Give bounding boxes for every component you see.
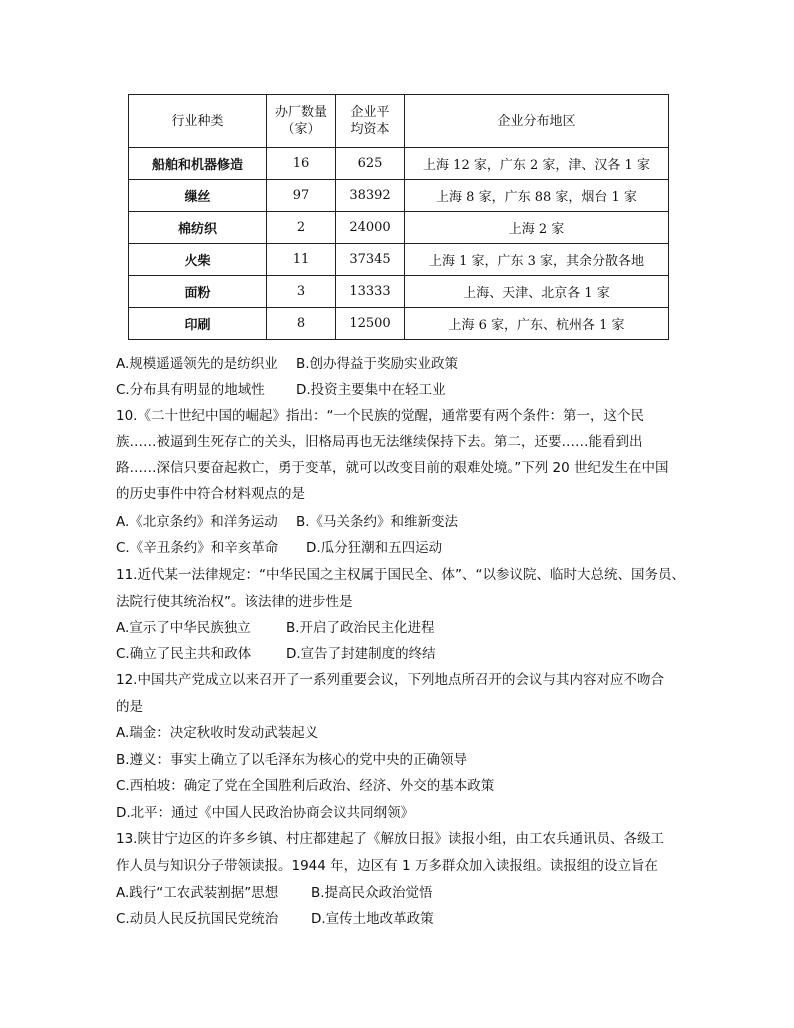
- header-line: 均资本: [350, 122, 390, 137]
- cell-capital: 24000: [336, 212, 405, 244]
- q9-options-row-1: [116, 355, 458, 373]
- cell-distribution: 上海 2 家: [405, 212, 669, 244]
- q13-stem-line: 作人员与知识分子带领读报。1944 年，边区有 1 万多群众加入读报组。读报组的设立旨在: [116, 858, 658, 874]
- q10-option-c[interactable]: C.《辛丑条约》和辛亥革命: [116, 540, 279, 556]
- q12-stem-line: 的是: [116, 699, 143, 715]
- q13-option-d[interactable]: D.宣传土地改革政策: [311, 911, 434, 927]
- cell-distribution: 上海 6 家，广东、杭州各 1 家: [405, 308, 669, 340]
- q10-stem-line: 路……深信只要奋起救亡，勇于变革，就可以改变目前的艰难处境。”下列 20 世纪发生在中国: [116, 460, 669, 476]
- q13-options-row-1: [116, 884, 433, 902]
- q12-option-d[interactable]: D.北平：通过《中国人民政治协商会议共同纲领》: [116, 805, 415, 821]
- cell-capital: 37345: [336, 244, 405, 276]
- industry-table: [128, 94, 669, 340]
- cell-capital: 38392: [336, 180, 405, 212]
- q13-option-b[interactable]: B.提高民众政治觉悟: [311, 885, 433, 901]
- table-header-row: [129, 95, 669, 148]
- table-row: [129, 212, 669, 244]
- q9-options-row-2: [116, 381, 446, 399]
- cell-distribution: 上海 8 家，广东 88 家，烟台 1 家: [405, 180, 669, 212]
- q9-option-a[interactable]: A.规模遥遥领先的是纺织业: [116, 356, 278, 372]
- cell-industry: 印刷: [129, 308, 267, 340]
- q13-stem-line: 13.陕甘宁边区的许多乡镇、村庄都建起了《解放日报》读报小组，由工农兵通讯员、各级工: [116, 831, 664, 847]
- q10-options-row-1: [116, 513, 458, 531]
- q13-option-a[interactable]: A.践行“工农武装割据”思想: [116, 885, 279, 901]
- table-row: [129, 148, 669, 180]
- q10-option-b[interactable]: B.《马关条约》和维新变法: [296, 514, 459, 530]
- q11-option-d[interactable]: D.宣告了封建制度的终结: [286, 646, 436, 662]
- header-line: 企业平: [350, 105, 390, 120]
- cell-distribution: 上海 1 家，广东 3 家，其余分散各地: [405, 244, 669, 276]
- header-factory-count: [267, 95, 336, 148]
- q9-option-b[interactable]: B.创办得益于奖励实业政策: [296, 356, 459, 372]
- q11-stem-line: 法院行使其统治权”。该法律的进步性是: [116, 594, 353, 610]
- cell-count: 97: [267, 180, 336, 212]
- q12-option-a[interactable]: A.瑞金：决定秋收时发动武装起义: [116, 725, 319, 741]
- header-average-capital: [336, 95, 405, 148]
- q12-option-b[interactable]: B.遵义：事实上确立了以毛泽东为核心的党中央的正确领导: [116, 752, 468, 768]
- q10-stem-line: 族……被逼到生死存亡的关头，旧格局再也无法继续保持下去。第二，还要……能看到出: [116, 434, 643, 450]
- cell-industry: 火柴: [129, 244, 267, 276]
- table-row: [129, 180, 669, 212]
- header-distribution: 企业分布地区: [405, 95, 669, 148]
- q10-option-d[interactable]: D.瓜分狂潮和五四运动: [306, 540, 443, 556]
- q11-option-b[interactable]: B.开启了政治民主化进程: [286, 620, 435, 636]
- q10-stem-line: 10.《二十世纪中国的崛起》指出：“一个民族的觉醒，通常要有两个条件：第一，这个民: [116, 408, 644, 424]
- cell-capital: 13333: [336, 276, 405, 308]
- table-row: [129, 308, 669, 340]
- cell-industry: 棉纺织: [129, 212, 267, 244]
- q12-stem-line: 12.中国共产党成立以来召开了一系列重要会议，下列地点所召开的会议与其内容对应不吻合: [116, 672, 664, 688]
- q10-option-a[interactable]: A.《北京条约》和洋务运动: [116, 514, 278, 530]
- cell-count: 2: [267, 212, 336, 244]
- cell-industry: 船舶和机器修造: [129, 148, 267, 180]
- q12-option-c[interactable]: C.西柏坡：确定了党在全国胜利后政治、经济、外交的基本政策: [116, 778, 495, 794]
- q13-option-c[interactable]: C.动员人民反抗国民党统治: [116, 911, 279, 927]
- cell-count: 16: [267, 148, 336, 180]
- cell-capital: 12500: [336, 308, 405, 340]
- q11-options-row-2: [116, 645, 436, 663]
- q9-option-d[interactable]: D.投资主要集中在轻工业: [296, 382, 446, 398]
- q11-option-c[interactable]: C.确立了民主共和政体: [116, 646, 252, 662]
- table-row: [129, 244, 669, 276]
- cell-count: 11: [267, 244, 336, 276]
- q13-options-row-2: [116, 910, 434, 928]
- header-line: 办厂数量: [274, 105, 327, 120]
- q11-option-a[interactable]: A.宣示了中华民族独立: [116, 620, 251, 636]
- cell-distribution: 上海、天津、北京各 1 家: [405, 276, 669, 308]
- header-industry: 行业种类: [129, 95, 267, 148]
- table-row: [129, 276, 669, 308]
- cell-industry: 缫丝: [129, 180, 267, 212]
- header-line: （家）: [281, 122, 321, 137]
- q10-stem-line: 的历史事件中符合材料观点的是: [116, 486, 305, 502]
- cell-count: 3: [267, 276, 336, 308]
- cell-capital: 625: [336, 148, 405, 180]
- cell-industry: 面粉: [129, 276, 267, 308]
- cell-count: 8: [267, 308, 336, 340]
- cell-distribution: 上海 12 家，广东 2 家，津、汉各 1 家: [405, 148, 669, 180]
- q9-option-c[interactable]: C.分布具有明显的地域性: [116, 382, 265, 398]
- q11-stem-line: 11.近代某一法律规定：“中华民国之主权属于国民全、体”、“以参议院、临时大总统、国务员、: [116, 567, 685, 583]
- q10-options-row-2: [116, 539, 442, 557]
- q11-options-row-1: [116, 619, 435, 637]
